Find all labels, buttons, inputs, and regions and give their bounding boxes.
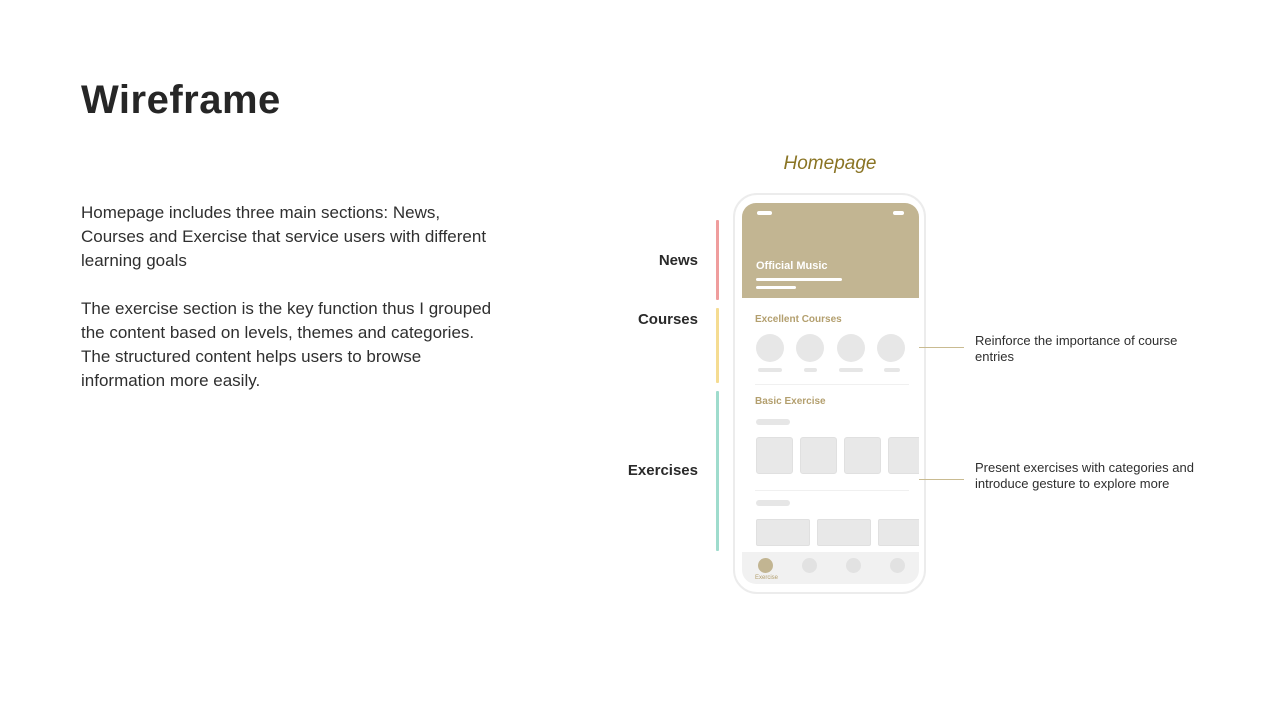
annotation-exercises: Present exercises with categories and introduce gesture to explore more <box>975 460 1194 491</box>
course-label-placeholder <box>884 368 900 372</box>
course-entry-icon <box>837 334 865 362</box>
exercise-card <box>800 437 837 474</box>
exercise-title: Basic Exercise <box>755 396 826 407</box>
exercise-tab-icon[interactable] <box>758 558 773 573</box>
course-label-placeholder <box>804 368 817 372</box>
course-label-placeholder <box>758 368 782 372</box>
description-paragraph-2: The exercise section is the key function thus I grouped the content based on levels, themes and categories. The structured content helps users to browse information more easily. <box>81 299 492 390</box>
course-entry-icon <box>756 334 784 362</box>
phone-caption: Homepage <box>783 153 877 174</box>
section-bar-exercises <box>716 391 719 551</box>
news-banner <box>742 203 919 298</box>
section-bar-courses <box>716 308 719 383</box>
section-divider <box>755 384 909 385</box>
tab-icon[interactable] <box>890 558 905 573</box>
bottom-tab-bar <box>742 552 919 584</box>
category-label-placeholder <box>756 419 790 425</box>
section-label-courses: Courses <box>637 311 698 328</box>
tab-icon[interactable] <box>846 558 861 573</box>
exercise-card-wide <box>817 519 871 546</box>
exercise-card-wide <box>756 519 810 546</box>
banner-text-line <box>756 278 842 281</box>
exercise-card-wide <box>878 519 919 546</box>
exercise-card <box>756 437 793 474</box>
annotation-connector <box>919 347 964 348</box>
section-bar-news <box>716 220 719 300</box>
banner-text-line <box>756 286 796 289</box>
phone-screen <box>742 203 919 584</box>
exercise-tab-label: Exercise <box>755 575 779 581</box>
section-divider <box>755 490 909 491</box>
description-paragraph-1: Homepage includes three main sections: News, Courses and Exercise that service users with different learning goals <box>81 203 487 270</box>
annotation-connector <box>919 479 964 480</box>
annotation-courses: Reinforce the importance of course entries <box>975 333 1178 364</box>
banner-title: Official Music <box>756 260 828 272</box>
status-battery-pill <box>893 211 904 215</box>
page-title: Wireframe <box>81 78 281 122</box>
exercise-card <box>888 437 919 474</box>
status-time-pill <box>757 211 772 215</box>
section-label-exercises: Exercises <box>627 462 698 479</box>
courses-title: Excellent Courses <box>755 314 842 325</box>
course-entry-icon <box>796 334 824 362</box>
exercise-card <box>844 437 881 474</box>
course-entry-icon <box>877 334 905 362</box>
course-label-placeholder <box>839 368 863 372</box>
category-label-placeholder <box>756 500 790 506</box>
section-label-news: News <box>658 252 698 269</box>
tab-icon[interactable] <box>802 558 817 573</box>
